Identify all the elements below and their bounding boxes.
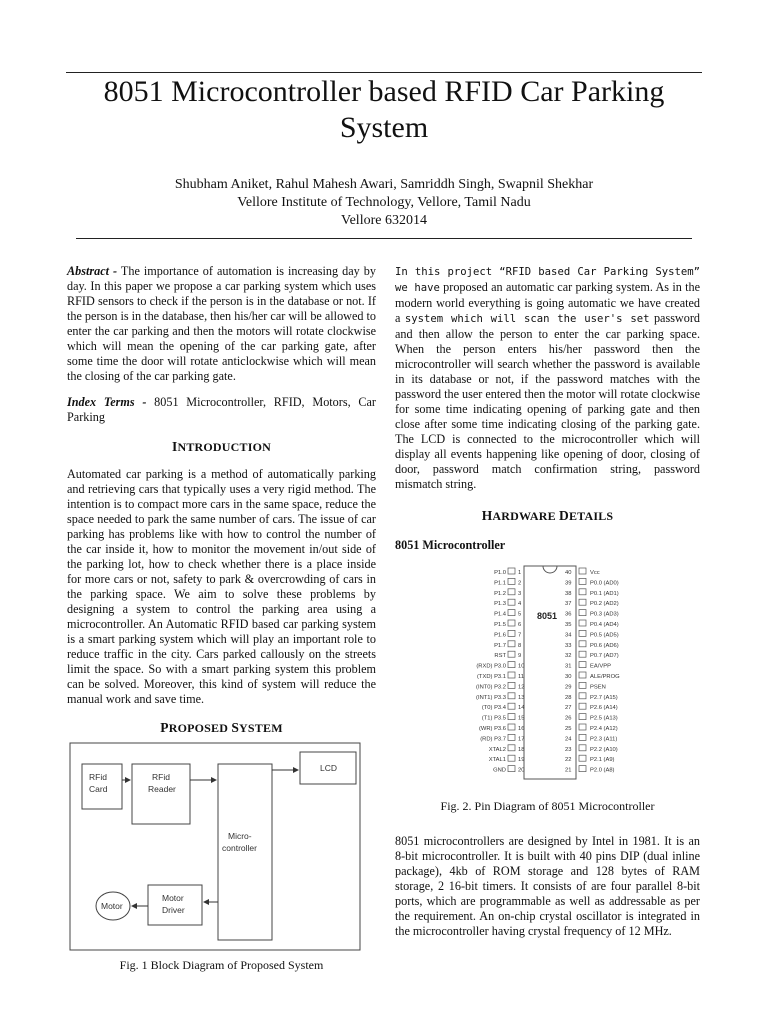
pin-name: XTAL2 [488,746,506,753]
pin-number: 34 [565,632,572,639]
pin-left-13 [476,693,524,701]
pin-number: 2 [518,580,522,587]
pin-number: 32 [565,653,572,660]
pin-number: 33 [565,642,572,649]
pin-pad [579,651,586,657]
pin-pad [579,568,586,574]
rfid-card-label-1: RFid [89,772,107,782]
pin-number: 18 [518,746,525,753]
chip-label: 8051 [537,611,558,621]
pin-name: PSEN [590,684,606,691]
pin-pad [508,620,515,626]
pin-right-34 [565,630,619,638]
pin-left-12 [476,682,524,690]
pin-number: 31 [565,663,572,670]
pin-name: P2.0 (A8) [590,767,615,774]
pin-name: P0.5 (AD5) [590,632,619,639]
pin-left-6 [494,620,521,628]
pin-number: 37 [565,601,572,608]
pin-pad [579,620,586,626]
pin-pad [579,714,586,720]
pin-name: ALE/PROG [590,674,620,680]
microcontroller-label-1: Micro- [228,831,252,841]
proposed-system-heading: PROPOSED SYSTEM [160,720,283,735]
pin-name: P0.7 (AD7) [590,653,619,660]
pin-number: 28 [565,694,572,701]
pin-number: 27 [565,705,572,712]
block-diagram-figure [68,742,362,952]
pin-name: GND [493,767,506,774]
pin-pad [508,766,515,772]
pin-pad [508,662,515,668]
pin-right-31 [565,662,611,670]
project-text-1: proposed an automatic car parking system. As in the modern world everything is going automatic we have created a [395,280,700,325]
index-terms-paragraph [67,395,376,425]
pin-number: 5 [518,611,522,618]
pin-pad [579,766,586,772]
pin-number: 9 [518,653,522,660]
pin-left-11 [477,672,524,680]
pin-name: RST [494,653,506,660]
microcontroller-subheading: 8051 Microcontroller [395,538,506,552]
pin-name: (RD) P3.7 [480,736,506,743]
pin-name: P0.6 (AD6) [590,642,619,649]
pin-left-4 [494,599,522,607]
pin-right-38 [565,589,619,597]
pin-pad [579,578,586,584]
pin-right-24 [565,734,617,742]
pin-number: 7 [518,632,522,639]
pin-name: P0.4 (AD4) [590,622,619,628]
pin-right-25 [565,724,618,732]
pin-number: 20 [518,767,525,774]
pin-right-39 [565,578,619,586]
pin-name: P2.6 (A14) [590,705,618,712]
pin-number: 3 [518,590,522,597]
pin-right-26 [565,714,618,722]
pin-name: (INT1) P3.3 [476,694,506,701]
pin-right-29 [565,682,606,690]
abstract-label: Abstract - [67,264,118,278]
pin-left-7 [494,630,521,638]
pin-pad [508,734,515,740]
project-text-mono-2: system which will scan the user's set [404,313,650,325]
motor-label: Motor [101,901,123,911]
pin-name: P2.1 (A9) [590,757,615,764]
pin-pad [508,651,515,657]
pin-number: 1 [518,570,522,576]
pin-number: 4 [518,601,522,608]
pin-number: 40 [565,570,572,576]
pin-name: (TXD) P3.1 [477,674,506,680]
pin-pad [508,693,515,699]
introduction-heading: INTRODUCTION [171,439,271,454]
pin-left-1 [494,568,521,576]
pin-pad [508,578,515,584]
pin-right-33 [565,641,619,649]
chip-notch [543,566,557,573]
pin-name: EA/VPP [590,663,611,670]
title-line-2: System [339,111,429,144]
pin-left-18 [489,745,525,753]
pin-name: P0.1 (AD1) [590,590,619,597]
pin-number: 19 [518,757,525,764]
pin-pad [508,641,515,647]
right-pin-group [565,568,620,774]
right-column [395,264,700,939]
pin-number: 17 [518,736,525,743]
block-diagram [68,742,362,952]
pin-number: 14 [518,705,525,712]
pin-name: P1.1 [494,580,506,587]
pin-left-16 [479,724,525,732]
pin-pad [579,610,586,616]
pin-left-3 [494,589,521,597]
pin-number: 11 [518,674,525,680]
pin-number: 36 [565,611,572,618]
pin-pad [579,703,586,709]
pin-name: P2.7 (A15) [590,694,618,701]
pin-pad [579,641,586,647]
pin-name: P0.0 (AD0) [590,580,619,587]
pin-number: 23 [565,746,572,753]
microcontroller-description: 8051 microcontrollers are designed by Intel in 1981. It is an 8-bit microcontroller. It is built with 40 pins DIP (dual inline package), 4kb of ROM storage and 128 bytes of RAM storage, 2 16-bit timers. It consists of are four parallel 8-bit ports, which are programmable as well as addressable as per the requirement. An on-chip crystal oscillator is integrated in the microcontroller having crystal frequency of 12 MHz. [395,834,700,938]
pin-left-14 [482,703,525,711]
pin-number: 25 [565,726,572,732]
pin-name: P1.4 [494,611,506,618]
rfid-card-label-2: Card [89,784,108,794]
pin-name: (T0) P3.4 [481,705,506,712]
pin-pad [508,568,515,574]
pin-left-5 [494,610,521,618]
pin-pad [579,662,586,668]
pin-pad [579,589,586,595]
rfid-reader-label-1: RFid [152,772,170,782]
pin-number: 12 [518,684,525,691]
pin-name: (T1) P3.5 [481,715,506,722]
project-text-mono-1: In this project “RFID based Car Parking System” we have [395,266,700,294]
header-rule [76,238,692,239]
pin-pad [508,724,515,730]
pin-pad [579,734,586,740]
pin-pad [579,630,586,636]
pin-pad [508,630,515,636]
pin-number: 15 [518,715,525,722]
index-terms-text: 8051 Microcontroller, RFID, Motors, Car Parking [67,395,376,424]
pin-right-28 [565,693,618,701]
pin-left-10 [476,662,524,670]
pin-pad [508,672,515,678]
pin-pad [508,745,515,751]
paper-title [60,74,708,146]
pin-diagram-figure [397,559,697,787]
pin-left-9 [494,651,521,659]
pin-name: P2.5 (A13) [590,715,618,722]
pin-name: P1.5 [494,622,506,628]
pin-number: 6 [518,622,522,628]
left-pin-group [476,568,525,774]
pin-right-30 [565,672,620,680]
diagram-frame [70,743,360,950]
pin-name: P1.0 [494,570,506,576]
pin-name: P1.3 [494,601,506,608]
left-column [67,264,376,973]
pin-left-8 [494,641,521,649]
author-affiliation: Vellore Institute of Technology, Vellore, Tamil Nadu [237,195,531,210]
pin-number: 35 [565,622,572,628]
motor-driver-label-2: Driver [162,905,185,915]
rfid-reader-label-2: Reader [148,784,176,794]
pin-right-40 [565,568,600,576]
pin-right-37 [565,599,619,607]
hardware-heading: HARDWARE DETAILS [481,508,614,523]
pin-pad [508,755,515,761]
pin-right-22 [565,755,615,763]
pin-name: P0.2 (AD2) [590,601,619,608]
pin-number: 13 [518,694,525,701]
pin-pad [579,693,586,699]
pin-right-23 [565,745,618,753]
pin-pad [579,599,586,605]
pin-name: (INT0) P3.2 [476,684,506,691]
pin-name: (WR) P3.6 [478,726,506,732]
pin-number: 39 [565,580,572,587]
fig2-caption: Fig. 2. Pin Diagram of 8051 Microcontroller [440,799,655,813]
pin-name: P1.7 [494,642,506,649]
pin-pad [579,724,586,730]
pin-left-15 [482,714,525,722]
pin-left-17 [480,734,524,742]
pin-number: 21 [565,767,572,774]
pin-name: P1.6 [494,632,506,639]
pin-number: 8 [518,642,522,649]
motor-driver-label-1: Motor [162,893,184,903]
lcd-label: LCD [320,763,338,773]
pin-pad [579,755,586,761]
pin-right-21 [565,766,615,774]
pin-pad [508,682,515,688]
pin-number: 22 [565,757,572,764]
project-paragraph [395,264,700,492]
pin-number: 16 [518,726,525,732]
pin-right-35 [565,620,619,628]
pin-name: (RXD) P3.0 [476,663,506,670]
pin-left-2 [494,578,521,586]
pin-left-20 [493,766,524,774]
abstract-paragraph [67,264,376,384]
author-city: Vellore 632014 [341,213,427,228]
pin-right-32 [565,651,619,659]
pin-name: XTAL1 [488,757,506,764]
title-line-1: 8051 Microcontroller based RFID Car Parking [103,75,665,108]
pin-pad [579,672,586,678]
author-block [60,176,708,230]
pin-name: P2.2 (A10) [590,746,618,753]
author-names: Shubham Aniket, Rahul Mahesh Awari, Samriddh Singh, Swapnil Shekhar [174,177,594,192]
pin-number: 29 [565,684,572,691]
introduction-text: Automated car parking is a method of automatically parking and retrieving cars that typically uses a very rigid method. The intention is to compact more cars in the same space, reduce the space needed to park the same number of cars. The issue of car parking has problems like with how to control the number of the car inside it, how to monitor the movement in/out side of the parking lot, how to check whether there is a place inside for more cars or not, safety to park & overcrowding of cars in the parking space. We aim to solve these problems by designing a system to control the parking area using a microcontroller. An Automatic RFID based car parking system is a smart parking system which will play an important role to reduce traffic in the city. Cars parked callously on the streets limit the space. So with a smart parking system this problem can be solved. Moreover, this kind of system will reduce the manual work and save time. [67,467,376,706]
pin-number: 24 [565,736,572,743]
pin-name: P0.3 (AD3) [590,611,619,618]
top-rule [66,72,702,73]
microcontroller-label-2: controller [222,843,257,853]
project-text-2: password and then allow the person to enter the car parking space. When the person enters his/her password then the microcontroller will search whether the password is available in its database or not, if the password matches with the password the user entered then the motor will rotate clockwise for some time indicating opening of parking gate and then close after some time indicating closing of the parking gate. The LCD is connected to the microcontroller which will display all events happening like opening of door, closing of door, password match confirmation string, password mismatch string. [395,311,700,491]
pin-name: Vcc [590,570,600,576]
pin-pad [508,714,515,720]
fig1-caption: Fig. 1 Block Diagram of Proposed System [119,958,324,972]
pin-number: 10 [518,663,525,670]
abstract-text: The importance of automation is increasing day by day. In this paper we propose a car parking system which uses RFID sensors to check if the person is in the database or not. If the person is in the database, then his/her car will be allowed to enter the car parking and then the motors will rotate clockwise which will mean the opening of the car parking gate, after some time the door will rotate anticlockwise which will mean the closing of the car parking gate. [67,264,376,383]
pin-number: 30 [565,674,572,680]
pin-name: P1.2 [494,590,506,597]
pin-right-27 [565,703,618,711]
pin-pad [579,682,586,688]
pin-name: P2.3 (A11) [590,736,618,743]
pin-name: P2.4 (A12) [590,726,618,732]
pin-number: 38 [565,590,572,597]
pin-pad [508,610,515,616]
pin-left-19 [489,755,525,763]
index-terms-label: Index Terms - [67,395,147,409]
pin-right-36 [565,610,619,618]
pin-pad [508,703,515,709]
pin-pad [508,599,515,605]
pin-pad [508,589,515,595]
pin-number: 26 [565,715,572,722]
pin-diagram [397,559,697,787]
pin-pad [579,745,586,751]
